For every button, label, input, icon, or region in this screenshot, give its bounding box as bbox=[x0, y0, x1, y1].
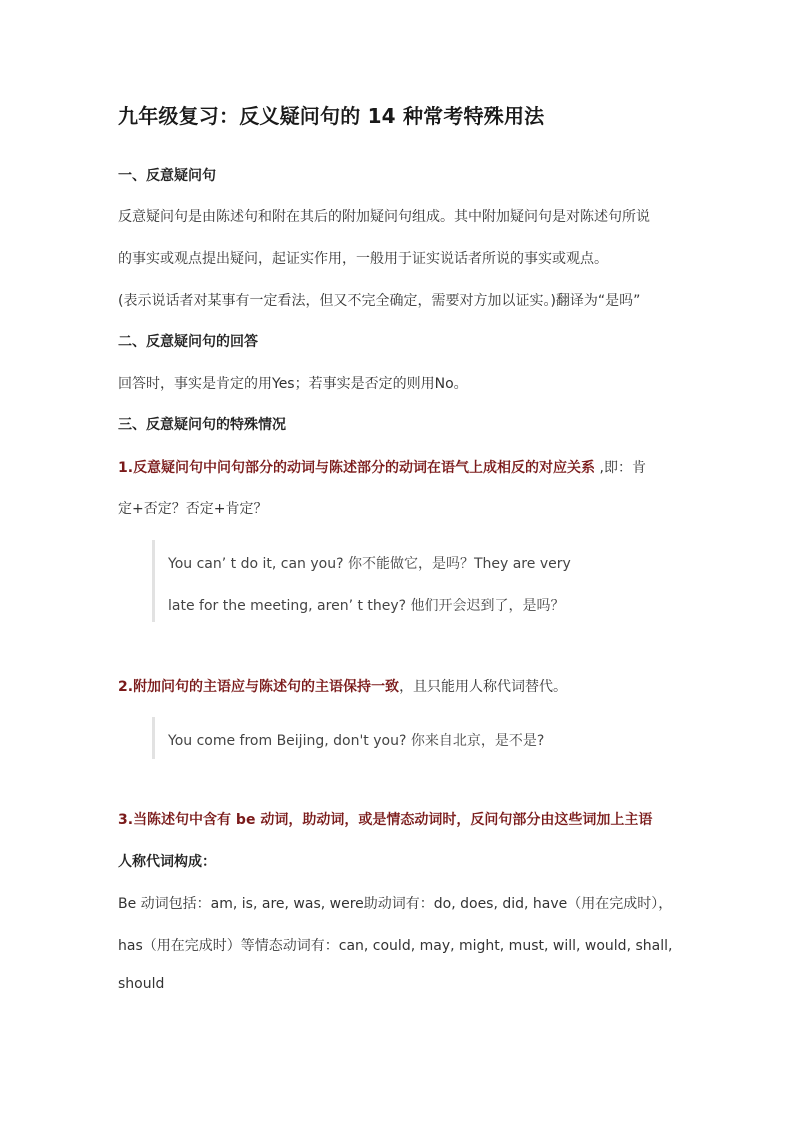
rule-3-heading bbox=[118, 809, 652, 829]
paragraph-line: (表示说话者对某事有一定看法，但又不完全确定，需要对方加以证实。)翻译为“是吗” bbox=[118, 293, 641, 309]
section-heading-2: 二、反意疑问句的回答 bbox=[118, 334, 258, 350]
section-heading-1: 一、反意疑问句 bbox=[118, 168, 216, 184]
example-sentence: You can’ t do it, can you? 你不能做它，是吗？They are very bbox=[168, 556, 571, 572]
rule-3-heading-cont: 人称代词构成： bbox=[118, 854, 216, 870]
paragraph-line: 回答时，事实是肯定的用Yes；若事实是否定的则用No。 bbox=[118, 376, 468, 392]
blockquote-bar bbox=[152, 717, 155, 759]
rule-1-heading bbox=[118, 457, 646, 477]
rule-text: 反意疑问句中问句部分的动词与陈述部分的动词在语气上成相反的对应关系 bbox=[133, 460, 596, 476]
paragraph-line: 反意疑问句是由陈述句和附在其后的附加疑问句组成。其中附加疑问句是对陈述句所说 bbox=[118, 209, 650, 225]
paragraph-line: should bbox=[118, 976, 165, 992]
blockquote-bar bbox=[152, 540, 155, 622]
rule-number: 3. bbox=[118, 812, 134, 828]
section-heading-3: 三、反意疑问句的特殊情况 bbox=[118, 417, 286, 433]
rule-2-heading bbox=[118, 676, 567, 696]
example-sentence: late for the meeting, aren’ t they? 他们开会迟到了，是吗？ bbox=[168, 598, 565, 614]
rule-tail: ,即：肯 bbox=[595, 460, 646, 476]
paragraph-line: 的事实或观点提出疑问，起证实作用，一般用于证实说话者所说的事实或观点。 bbox=[118, 251, 608, 267]
page-title: 九年级复习：反义疑问句的 14 种常考特殊用法 bbox=[118, 104, 545, 128]
rule-text: 当陈述句中含有 be 动词，助动词，或是情态动词时，反问句部分由这些词加上主语 bbox=[133, 812, 653, 828]
rule-tail: ，且只能用人称代词替代。 bbox=[399, 679, 568, 695]
paragraph-line: has（用在完成时）等情态动词有：can, could, may, might, must, will, would, shall, bbox=[118, 938, 673, 954]
rule-text: 附加问句的主语应与陈述句的主语保持一致 bbox=[133, 679, 400, 695]
paragraph-line: 定+否定？否定+肯定？ bbox=[118, 501, 268, 517]
example-sentence: You come from Beijing, don't you? 你来自北京，是不是? bbox=[168, 733, 545, 749]
rule-number: 2. bbox=[118, 679, 134, 695]
rule-number: 1. bbox=[118, 460, 134, 476]
paragraph-line: Be 动词包括：am, is, are, was, were助动词有：do, does, did, have（用在完成时）， bbox=[118, 896, 673, 912]
